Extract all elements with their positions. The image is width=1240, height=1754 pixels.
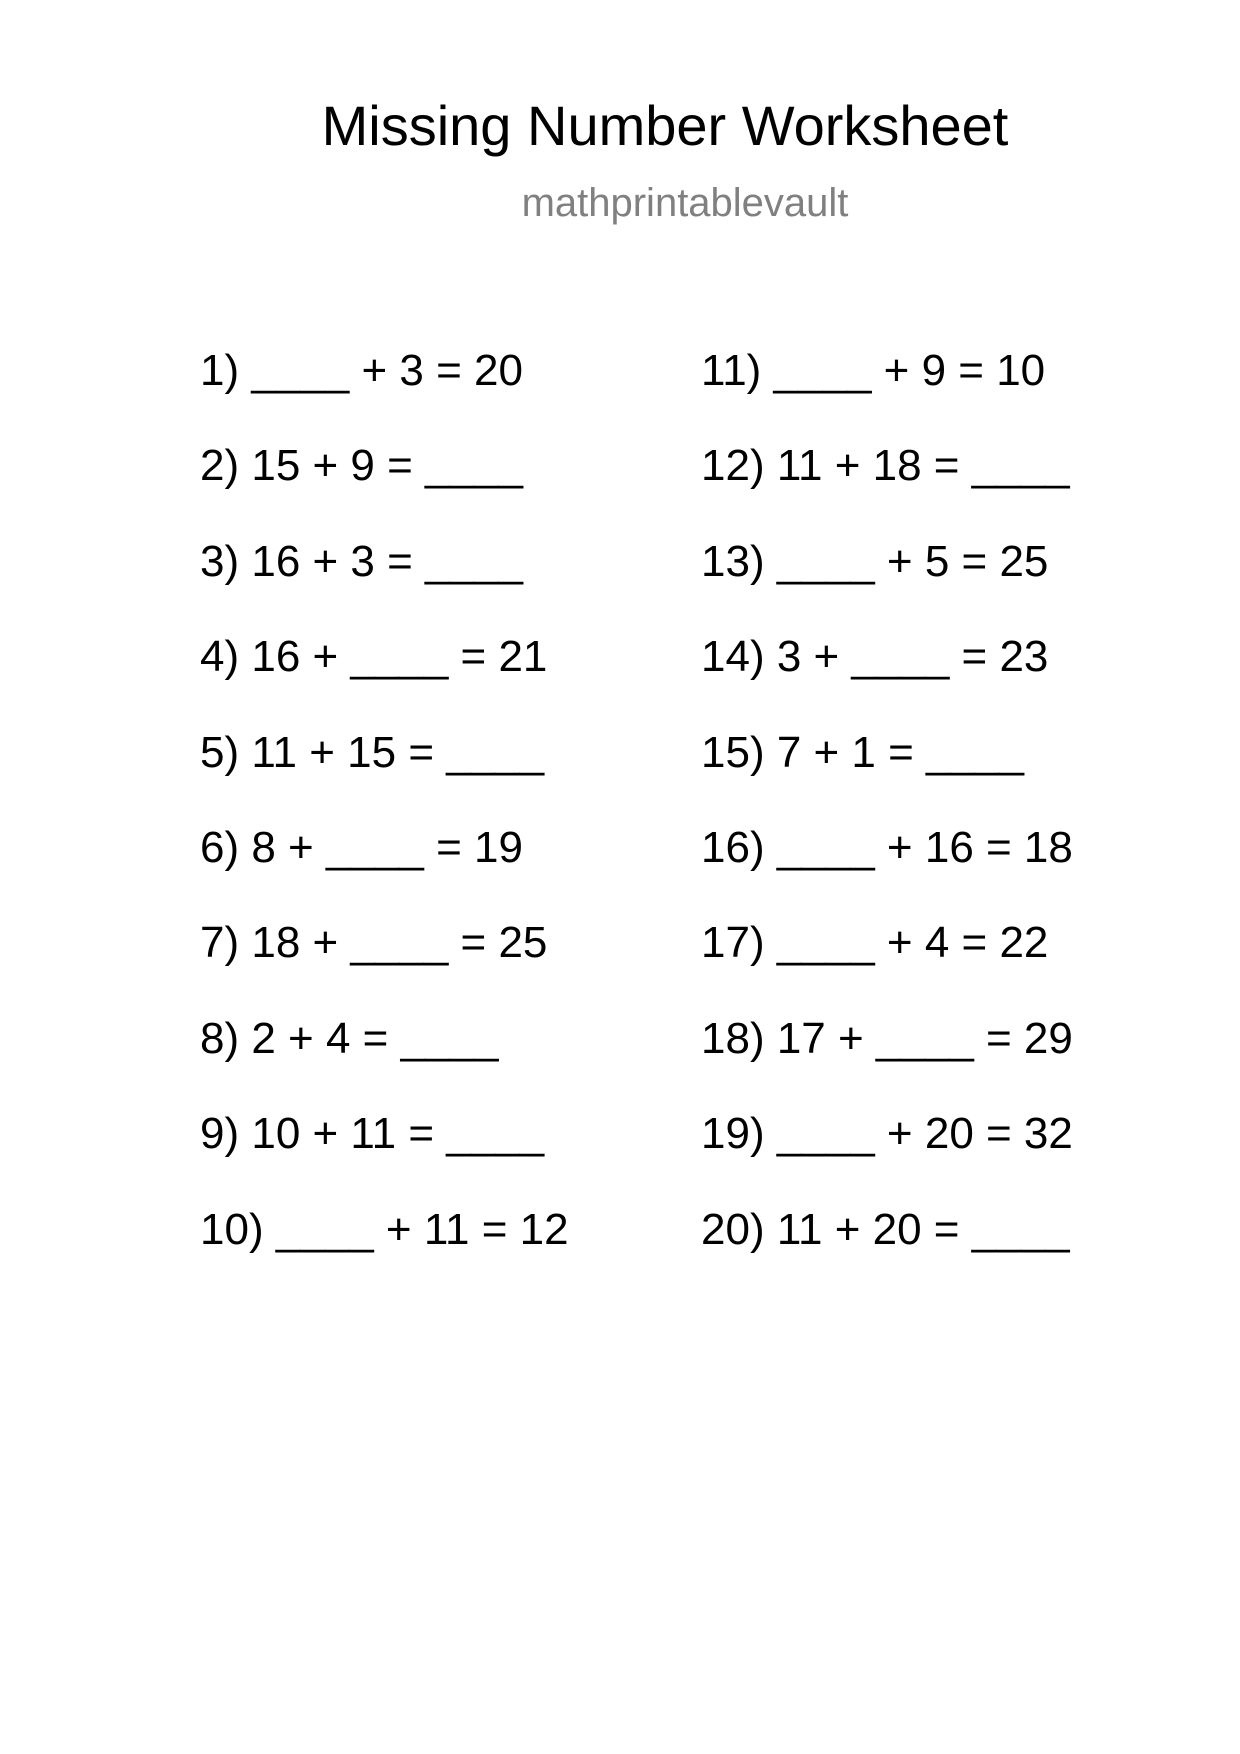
problem-item: 4) 16 + ____ = 21 bbox=[200, 632, 548, 682]
problem-item: 11) ____ + 9 = 10 bbox=[701, 346, 1046, 395]
problem-item: 7) 18 + ____ = 25 bbox=[200, 918, 548, 968]
problem-item: 10) ____ + 11 = 12 bbox=[200, 1204, 569, 1254]
problem-item: 1) ____ + 3 = 20 bbox=[200, 346, 523, 395]
problem-item: 5) 11 + 15 = ____ bbox=[200, 727, 545, 777]
problem-item: 3) 16 + 3 = ____ bbox=[200, 536, 523, 586]
problem-item: 18) 17 + ____ = 29 bbox=[701, 1013, 1073, 1063]
problem-item: 19) ____ + 20 = 32 bbox=[701, 1109, 1073, 1159]
problem-item: 8) 2 + 4 = ____ bbox=[200, 1013, 499, 1063]
problem-item: 17) ____ + 4 = 22 bbox=[701, 918, 1049, 968]
problem-item: 13) ____ + 5 = 25 bbox=[701, 536, 1049, 586]
problem-column-right bbox=[701, 346, 1073, 1303]
page-title: Missing Number Worksheet bbox=[321, 94, 1009, 157]
problem-item: 16) ____ + 16 = 18 bbox=[701, 822, 1073, 872]
source-label: mathprintablevault bbox=[521, 181, 849, 225]
problem-item: 9) 10 + 11 = ____ bbox=[200, 1109, 545, 1159]
problem-item: 2) 15 + 9 = ____ bbox=[200, 441, 523, 491]
problem-item: 6) 8 + ____ = 19 bbox=[200, 822, 523, 872]
problem-item: 20) 11 + 20 = ____ bbox=[701, 1204, 1070, 1254]
problem-item: 12) 11 + 18 = ____ bbox=[701, 441, 1070, 491]
problem-column-left bbox=[200, 346, 569, 1303]
problem-item: 15) 7 + 1 = ____ bbox=[701, 727, 1024, 777]
problem-item: 14) 3 + ____ = 23 bbox=[701, 632, 1049, 682]
